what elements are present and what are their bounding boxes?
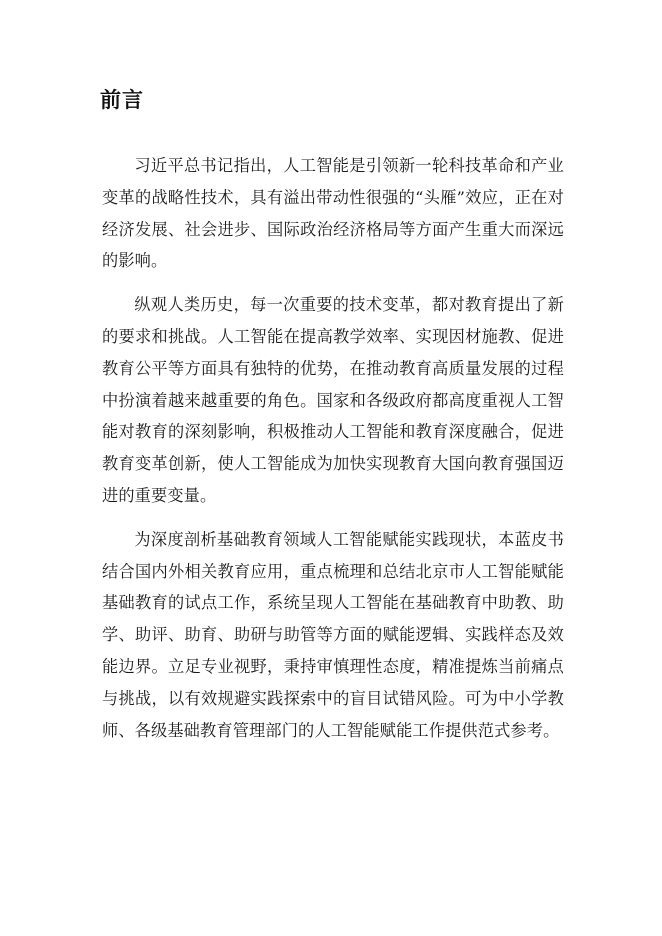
paragraph: 为深度剖析基础教育领域人工智能赋能实践现状，本蓝皮书结合国内外相关教育应用，重点梳理和总结北京市人工智能赋能基础教育的试点工作，系统呈现人工智能在基础教育中助教、助学、助评、助育、助研与助管等方面的赋能逻辑、实践样态及效能边界。立足专业视野，秉持审慎理性态度，精准提炼当前痛点与挑战，以有效规避实践探索中的盲目试错风险。可为中小学教师、各级基础教育管理部门的人工智能赋能工作提供范式参考。 xyxy=(102,529,564,740)
page-title: 前言 xyxy=(100,88,144,112)
paragraph: 习近平总书记指出，人工智能是引领新一轮科技革命和产业变革的战略性技术，具有溢出带动性很强的“头雁”效应，正在对经济发展、社会进步、国际政治经济格局等方面产生重大而深远的影响。 xyxy=(102,156,564,271)
body-text xyxy=(102,150,564,758)
paragraph: 纵观人类历史，每一次重要的技术变革，都对教育提出了新的要求和挑战。人工智能在提高教学效率、实现因材施教、促进教育公平等方面具有独特的优势，在推动教育高质量发展的过程中扮演着越来越重要的角色。国家和各级政府都高度重视人工智能对教育的深刻影响，积极推动人工智能和教育深度融合，促进教育变革创新，使人工智能成为加快实现教育大国向教育强国迈进的重要变量。 xyxy=(102,295,564,505)
